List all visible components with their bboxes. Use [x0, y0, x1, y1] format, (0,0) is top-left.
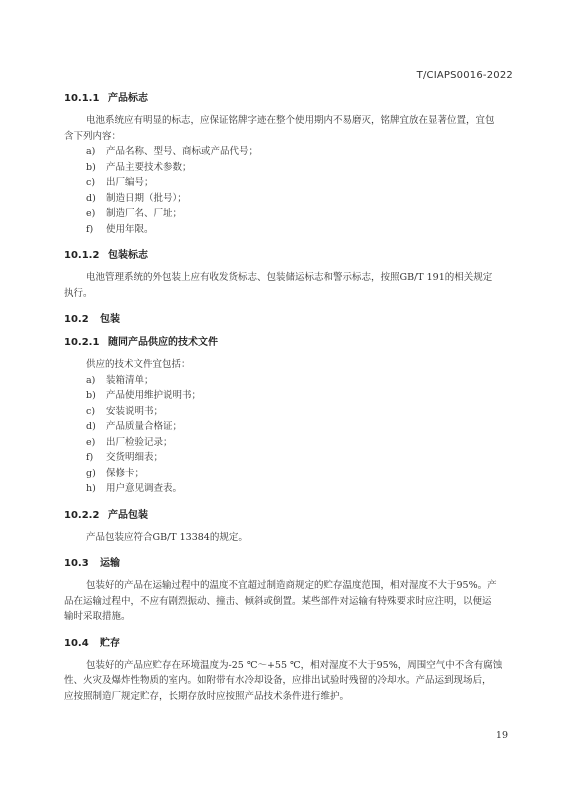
list-item: [86, 435, 514, 451]
paragraph-packaging-marking: [64, 270, 514, 301]
paragraph-line: 品在运输过程中，不应有剧烈振动、撞击、倾斜或倒置。某些部件对运输有特殊要求时应注明，以便运: [64, 595, 492, 607]
paragraph-line: 包装好的产品应贮存在环境温度为-25 ℃～+55 ℃，相对湿度不大于95%，周围空气中不含有腐蚀: [86, 659, 503, 671]
list-marker: b): [86, 161, 96, 173]
list-marker: c): [86, 405, 96, 417]
section-number: 10.2.1: [64, 337, 100, 348]
paragraph-line: 含下列内容：: [64, 130, 122, 142]
section-title: 包装: [100, 314, 120, 325]
list-item: [86, 466, 514, 482]
paragraph-storage: [64, 658, 514, 705]
paragraph-product-marking: [64, 113, 514, 144]
list-item: [86, 481, 514, 497]
section-title: 贮存: [100, 637, 120, 649]
list-marker: f): [86, 223, 94, 235]
list-item-text: 用户意见调查表。: [106, 483, 183, 494]
list-marker: h): [86, 483, 96, 494]
section-heading-10-1-2: [64, 247, 514, 264]
list-item-text: 装箱清单；: [106, 374, 154, 386]
section-title: 运输: [100, 558, 120, 569]
list-item: [86, 450, 514, 466]
section-number: 10.2.2: [64, 509, 100, 521]
list-item: [86, 206, 514, 222]
paragraph-tech-docs-intro: 供应的技术文件宜包括：: [86, 359, 191, 370]
section-heading-10-1-1: [64, 90, 514, 107]
list-marker: b): [86, 390, 96, 401]
list-item: [86, 222, 514, 238]
section-number: 10.3: [64, 558, 89, 569]
list-marker: e): [86, 436, 96, 448]
list-item: [86, 175, 514, 191]
list-item-text: 安装说明书；: [106, 405, 164, 417]
section-title: 产品包装: [108, 509, 148, 521]
list-item: [86, 144, 514, 160]
section-heading-10-2: [64, 311, 514, 328]
section-title: 随同产品供应的技术文件: [108, 337, 218, 348]
list-marker: d): [86, 192, 96, 204]
list-item-text: 制造日期（批号）；: [106, 192, 187, 204]
list-item-text: 保修卡；: [106, 467, 145, 479]
section-heading-10-3: [64, 555, 514, 572]
paragraph-line: 应按照制造厂规定贮存，长期存放时应按照产品技术条件进行维护。: [64, 690, 350, 702]
section-number: 10.1.1: [64, 93, 100, 104]
section-title: 包装标志: [108, 250, 148, 261]
list-marker: c): [86, 177, 96, 188]
paragraph-line: 执行。: [64, 287, 93, 299]
section-title: 产品标志: [108, 93, 148, 104]
page-number: 19: [495, 730, 508, 741]
list-marker: e): [86, 208, 96, 219]
section-heading-10-2-2: [64, 507, 514, 524]
list-item-text: 产品使用维护说明书；: [106, 390, 202, 401]
list-marker: d): [86, 421, 96, 432]
section-heading-10-4: [64, 635, 514, 652]
product-marking-list: [64, 144, 514, 237]
tech-docs-list: [64, 373, 514, 497]
paragraph-line: 电池系统应有明显的标志，应保证铭牌字迹在整个使用期内不易磨灭，铭牌宜放在显著位置，宜包: [86, 115, 495, 126]
section-number: 10.1.2: [64, 250, 100, 261]
list-item-text: 使用年限。: [106, 223, 154, 235]
document-id-header: T/CIAPS0016-2022: [416, 70, 513, 81]
list-item: [86, 419, 514, 435]
paragraph-product-packaging: 产品包装应符合GB/T 13384的规定。: [86, 531, 248, 543]
paragraph-transport: [64, 578, 514, 625]
section-number: 10.4: [64, 637, 89, 649]
paragraph-line: 电池管理系统的外包装上应有收发货标志、包装储运标志和警示标志，按照GB/T 191的相关规定: [86, 272, 493, 283]
list-item-text: 制造厂名、厂址；: [106, 208, 183, 219]
list-item: [86, 160, 514, 176]
list-item: [86, 373, 514, 389]
section-heading-10-2-1: [64, 334, 514, 351]
list-marker: a): [86, 374, 96, 386]
list-item-text: 产品名称、型号、商标或产品代号；: [106, 146, 259, 157]
paragraph-line: 性、火灾及爆炸性物质的室内。如附带有水冷却设备，应排出试验时残留的冷却水。产品运到现场后，: [64, 675, 492, 686]
list-item-text: 交货明细表；: [106, 452, 164, 463]
list-item-text: 出厂检验记录；: [106, 436, 173, 448]
list-marker: f): [86, 452, 94, 463]
list-item: [86, 404, 514, 420]
section-number: 10.2: [64, 314, 89, 325]
list-item-text: 出厂编号；: [106, 177, 154, 188]
document-body: [64, 90, 514, 704]
list-marker: a): [86, 146, 96, 157]
list-item-text: 产品质量合格证；: [106, 421, 183, 432]
list-item: [86, 388, 514, 404]
list-item: [86, 191, 514, 207]
list-marker: g): [86, 467, 96, 479]
paragraph-line: 包装好的产品在运输过程中的温度不宜超过制造商规定的贮存温度范围，相对湿度不大于95%。产: [86, 580, 497, 591]
list-item-text: 产品主要技术参数；: [106, 161, 192, 173]
paragraph-line: 输时采取措施。: [64, 611, 131, 622]
